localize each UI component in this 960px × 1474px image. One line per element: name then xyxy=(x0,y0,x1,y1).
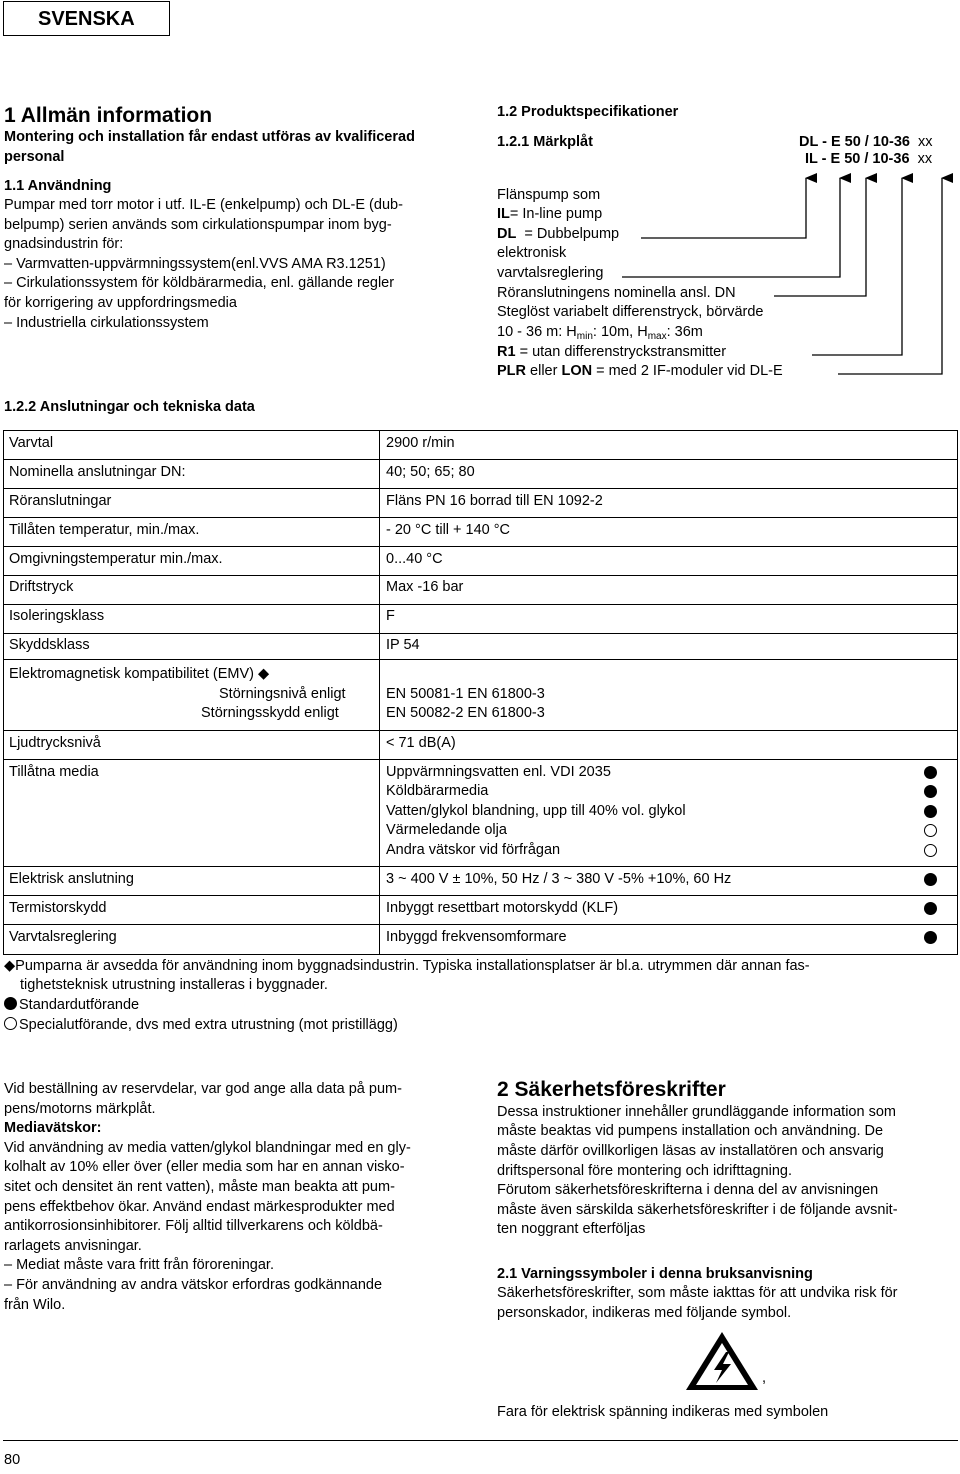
row-divider xyxy=(3,488,958,489)
key-dl: DL = Dubbelpump xyxy=(497,226,620,242)
footer-rule xyxy=(3,1440,958,1441)
speed-control-value: Inbyggd frekvensomformare xyxy=(386,929,567,945)
media-text-line: antikorrosionsinhibitorer. Följ alltid tillverkarens och köldbä- xyxy=(4,1218,383,1234)
row-label: Isoleringsklass xyxy=(9,608,105,624)
key-dn: Röranslutningens nominella ansl. DN xyxy=(497,285,736,301)
safety-line: måste även särskilda säkerhetsföreskrifter i de följande avsnit- xyxy=(497,1202,898,1218)
usage-line-2: belpump) serien används som cirkulationspumpar inom byg- xyxy=(4,217,392,233)
key-plr: PLR eller LON = med 2 IF-moduler vid DL-E xyxy=(497,363,783,379)
page-number: 80 xyxy=(4,1452,21,1468)
media-text-line: – För användning av andra vätskor erfordras godkännande xyxy=(4,1277,383,1293)
row-divider xyxy=(3,633,958,634)
section-1-title: 1 Allmän information xyxy=(4,104,213,127)
thermistor-label: Termistorskydd xyxy=(9,900,107,916)
warning-caption: Fara för elektrisk spänning indikeras med symbolen xyxy=(497,1404,829,1420)
row-value: 2900 r/min xyxy=(386,435,455,451)
standard-dot-icon xyxy=(924,805,937,818)
special-circle-icon xyxy=(4,1017,17,1030)
tech-data-title: 1.2.2 Anslutningar och tekniska data xyxy=(4,399,255,415)
media-item: Vatten/glykol blandning, upp till 40% vol. glykol xyxy=(386,803,686,819)
nameplate-leader-lines xyxy=(0,0,960,400)
key-r1: R1 = utan differenstryckstransmitter xyxy=(497,344,727,360)
emv-value-2: EN 50082-2 EN 61800-3 xyxy=(386,705,545,721)
emv-label: Elektromagnetisk kompatibilitet (EMV) ◆ xyxy=(9,666,270,682)
warning-symbols-line: personskador, indikeras med följande symbol. xyxy=(497,1305,792,1321)
key-flange: Flänspump som xyxy=(497,187,601,203)
row-value: 40; 50; 65; 80 xyxy=(386,464,475,480)
media-text-line: kolhalt av 10% eller över (eller media som har en annan visko- xyxy=(4,1159,405,1175)
standard-dot-icon xyxy=(4,997,17,1010)
row-divider xyxy=(3,895,958,896)
row-label: Röranslutningar xyxy=(9,493,112,509)
nameplate-title: 1.2.1 Märkplåt xyxy=(497,134,593,150)
safety-line: Dessa instruktioner innehåller grundläggande information som xyxy=(497,1104,896,1120)
diamond-icon: ◆ xyxy=(258,666,270,682)
row-divider xyxy=(3,659,958,660)
standard-dot-icon xyxy=(924,902,937,915)
media-item: Värmeledande olja xyxy=(386,822,507,838)
media-text-line: från Wilo. xyxy=(4,1297,66,1313)
row-divider xyxy=(3,730,958,731)
key-steglost: Steglöst variabelt differenstryck, börvärde xyxy=(497,304,764,320)
warning-line-2: personal xyxy=(4,149,65,165)
key-il: IL= In-line pump xyxy=(497,206,603,222)
usage-line-5: – Cirkulationssystem för köldbärarmedia, enl. gällande regler xyxy=(4,275,395,291)
warning-symbols-subtitle: 2.1 Varningssymboler i denna bruksanvisning xyxy=(497,1266,813,1282)
row-label: Skyddsklass xyxy=(9,637,90,653)
row-label: Omgivningstemperatur min./max. xyxy=(9,551,223,567)
media-text-line: sitet och densitet än rent vatten), måste man beakta att pum- xyxy=(4,1179,395,1195)
standard-dot-icon xyxy=(924,873,937,886)
electric-value: 3 ~ 400 V ± 10%, 50 Hz / 3 ~ 380 V -5% +10%, 60 Hz xyxy=(386,871,732,887)
noise-label: Ljudtrycksnivå xyxy=(9,735,101,751)
electric-label: Elektrisk anslutning xyxy=(9,871,134,887)
media-item: Andra vätskor vid förfrågan xyxy=(386,842,561,858)
diamond-icon: ◆ xyxy=(4,958,16,974)
spec-title: 1.2 Produktspecifikationer xyxy=(497,104,679,120)
emv-sub-2: Störningsskydd enligt xyxy=(201,705,339,721)
standard-dot-icon xyxy=(924,766,937,779)
key-varvtal: varvtalsreglering xyxy=(497,265,604,281)
emv-sub-1: Störningsnivå enligt xyxy=(219,686,346,702)
usage-line-1: Pumpar med torr motor i utf. IL-E (enkelpump) och DL-E (dub- xyxy=(4,197,403,213)
language-label: SVENSKA xyxy=(38,8,135,30)
media-text-line: pens effektbehov ökar. Använd endast märkesprodukter med xyxy=(4,1199,395,1215)
row-value: F xyxy=(386,608,395,624)
row-value: Fläns PN 16 borrad till EN 1092-2 xyxy=(386,493,603,509)
standard-dot-icon xyxy=(924,931,937,944)
row-divider xyxy=(3,546,958,547)
safety-line: driftspersonal före montering och idrifttagning. xyxy=(497,1163,792,1179)
warning-line-1: Montering och installation får endast utföras av kvalificerad xyxy=(4,129,415,145)
usage-line-7: – Industriella cirkulationssystem xyxy=(4,315,209,331)
row-divider xyxy=(3,759,958,760)
row-value: - 20 °C till + 140 °C xyxy=(386,522,511,538)
key-range: 10 - 36 m: $H_{min}$: 10m, $H_{max}$: 36m xyxy=(497,324,703,342)
row-divider xyxy=(3,924,958,925)
media-label: Tillåtna media xyxy=(9,764,99,780)
special-circle-icon xyxy=(924,844,937,857)
row-value: Max -16 bar xyxy=(386,579,464,595)
usage-line-4: – Varmvatten-uppvärmningssystem(enl.VVS AMA R3.1251) xyxy=(4,256,386,272)
row-divider xyxy=(3,866,958,867)
row-divider xyxy=(3,575,958,576)
row-label: Tillåten temperatur, min./max. xyxy=(9,522,200,538)
type-code-dl: DL - E 50 / 10-36 xx xyxy=(799,134,933,150)
media-text-line: rarlagets anvisningar. xyxy=(4,1238,142,1254)
table-column-divider xyxy=(379,430,380,955)
media-text-line: – Mediat måste vara fritt från föroreningar. xyxy=(4,1257,274,1273)
special-circle-icon xyxy=(924,824,937,837)
row-divider xyxy=(3,517,958,518)
usage-line-3: gnadsindustrin för: xyxy=(4,236,124,252)
comma: , xyxy=(762,1370,767,1386)
speed-control-label: Varvtalsreglering xyxy=(9,929,117,945)
noise-value: < 71 dB(A) xyxy=(386,735,456,751)
row-label: Varvtal xyxy=(9,435,54,451)
note-2: Standardutförande xyxy=(4,996,139,1016)
warning-symbols-line: Säkerhetsföreskrifter, som måste iakttas för att undvika risk för xyxy=(497,1285,898,1301)
safety-line: ten noggrant efterföljas xyxy=(497,1221,646,1237)
spare-parts-line-2: pens/motorns märkplåt. xyxy=(4,1101,156,1117)
type-code-il: IL - E 50 / 10-36 xx xyxy=(805,151,933,167)
note-1-cont: tighetsteknisk utrustning installeras i byggnader. xyxy=(20,977,328,993)
section-2-title: 2 Säkerhetsföreskrifter xyxy=(497,1078,726,1101)
safety-line: måste därför ovillkorligen läsas av installatören och ansvarig xyxy=(497,1143,884,1159)
spare-parts-line-1: Vid beställning av reservdelar, var god ange alla data på pum- xyxy=(4,1081,402,1097)
key-elektronisk: elektronisk xyxy=(497,245,567,261)
usage-subtitle: 1.1 Användning xyxy=(4,178,112,194)
row-divider xyxy=(3,459,958,460)
electric-warning-icon xyxy=(684,1330,760,1392)
usage-line-6: för korrigering av uppfordringsmedia xyxy=(4,295,237,311)
media-title: Mediavätskor: xyxy=(4,1120,102,1136)
row-divider xyxy=(3,604,958,605)
standard-dot-icon xyxy=(924,785,937,798)
media-text-line: Vid användning av media vatten/glykol blandningar med en gly- xyxy=(4,1140,411,1156)
row-value: IP 54 xyxy=(386,637,420,653)
emv-value-1: EN 50081-1 EN 61800-3 xyxy=(386,686,545,702)
row-value: 0...40 °C xyxy=(386,551,443,567)
row-label: Driftstryck xyxy=(9,579,74,595)
media-item: Uppvärmningsvatten enl. VDI 2035 xyxy=(386,764,611,780)
note-1: ◆Pumparna är avsedda för användning inom byggnadsindustrin. Typiska installationsplatser är bl.a. utrymmen där annan fas- xyxy=(4,958,810,974)
safety-line: Förutom säkerhetsföreskrifterna i denna del av anvisningen xyxy=(497,1182,879,1198)
media-item: Köldbärarmedia xyxy=(386,783,489,799)
note-3: Specialutförande, dvs med extra utrustning (mot pristillägg) xyxy=(4,1016,398,1036)
row-label: Nominella anslutningar DN: xyxy=(9,464,186,480)
safety-line: måste beaktas vid pumpens installation och användning. De xyxy=(497,1123,884,1139)
thermistor-value: Inbyggt resettbart motorskydd (KLF) xyxy=(386,900,619,916)
